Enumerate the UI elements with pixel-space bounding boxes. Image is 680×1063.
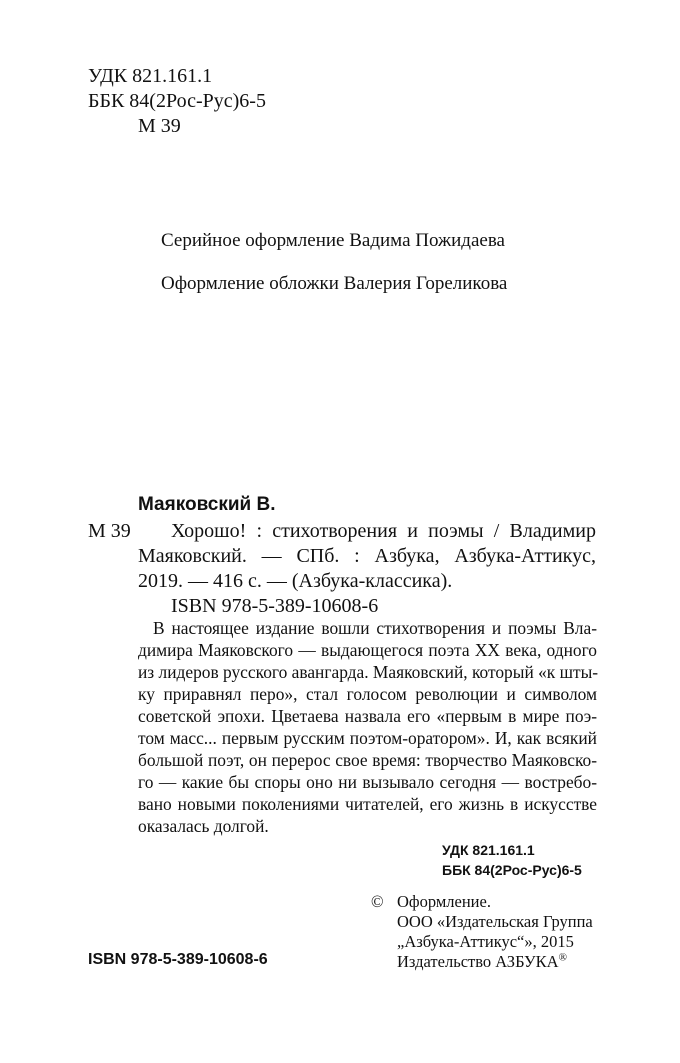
copyright-line: Оформление. (397, 892, 491, 911)
bbk-code-top: ББК 84(2Рос-Рус)6-5 (88, 90, 266, 112)
publisher-name: Издательство АЗБУКА (397, 952, 559, 971)
copyright-line: „Азбука-Аттикус“», 2015 (397, 932, 574, 951)
author-mark-top: М 39 (138, 115, 181, 137)
record-description-line: Хорошо! : стихотворения и поэмы / Владимир (171, 520, 596, 542)
registered-trademark-icon: ® (558, 951, 567, 964)
record-heading: Маяковский В. (138, 494, 276, 515)
record-isbn: ISBN 978-5-389-10608-6 (171, 595, 379, 617)
annotation-line: том масс... первым русским поэтом-оратором». И, как всякий (138, 728, 597, 748)
annotation-line: димира Маяковского — выдающегося поэта XX века, одного (138, 640, 597, 660)
udk-code-top: УДК 821.161.1 (88, 65, 213, 87)
series-design-credit: Серийное оформление Вадима Пожидаева (161, 230, 505, 251)
copyright-publisher-line (397, 952, 567, 972)
record-description-line: 2019. — 416 с. — (Азбука-классика). (138, 570, 453, 592)
copyright-symbol: © (371, 892, 384, 911)
annotation-line: В настоящее издание вошли стихотворения и поэмы Вла- (153, 618, 597, 638)
annotation-line: из лидеров русского авангарда. Маяковский, который «к шты- (138, 662, 599, 682)
udk-code-bottom: УДК 821.161.1 (442, 842, 535, 858)
annotation-line: го — какие бы споры оно ни вызывало сегодня — востребо- (138, 772, 597, 792)
annotation-line: вано новыми поколениями читателей, его жизнь в искусстве (138, 794, 597, 814)
bbk-code-bottom: ББК 84(2Рос-Рус)6-5 (442, 862, 582, 878)
copyright-line: ООО «Издательская Группа (397, 912, 593, 931)
cover-design-credit: Оформление обложки Валерия Гореликова (161, 273, 508, 294)
annotation-line: советской эпохи. Цветаева назвала его «первым в мире поэ- (138, 706, 597, 726)
footer-isbn: ISBN 978-5-389-10608-6 (88, 951, 268, 968)
annotation-line: большой поэт, он перерос свое время: творчество Маяковско- (138, 750, 597, 770)
annotation-line: оказалась долгой. (138, 816, 269, 836)
record-description-line: Маяковский. — СПб. : Азбука, Азбука-Аттикус, (138, 545, 596, 567)
author-mark-record: М 39 (88, 520, 131, 542)
annotation-line: ку приравнял перо», стал голосом революции и символом (138, 684, 597, 704)
